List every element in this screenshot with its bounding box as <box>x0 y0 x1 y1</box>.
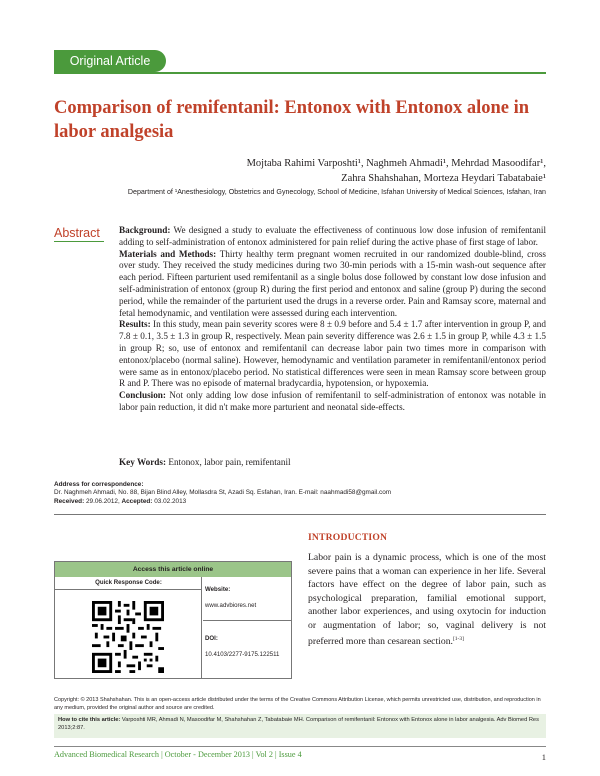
access-box-heading: Access this article online <box>55 562 291 577</box>
qr-divider <box>55 589 202 590</box>
footer-rule <box>54 746 546 747</box>
cite-text: Varposhti MR, Ahmadi N, Masoodifar M, Shahshahan Z, Tabatabaie MH. Comparison of remifentanil: Entonox with Entonox alone in labor analgesia. Adv Biomed Res 2013;2:87. <box>58 717 539 731</box>
abstract-body <box>119 225 546 414</box>
doi-link[interactable]: 10.4103/2277-9175.122511 <box>205 651 280 658</box>
info-divider <box>203 620 291 621</box>
page-number: 1 <box>541 752 546 762</box>
copyright-notice: Copyright: © 2013 Shahshahan. This is an open-access article distributed under the terms of the Creative Commons Attribution License, which permits unrestricted use, distribution, and reproduction in any medium, provided the original author and source are credited. <box>54 697 541 711</box>
keywords: Key Words: Entonox, labor pain, remifentanil <box>119 457 291 467</box>
affiliation: Department of ¹Anesthesiology, Obstetrics and Gynecology, School of Medicine, Isfahan University of Medical Sciences, Isfahan, Iran <box>127 188 546 196</box>
access-article-box <box>54 561 292 679</box>
abstract-label: Abstract <box>54 226 100 240</box>
correspondence <box>54 481 546 506</box>
cite-label: How to cite this article: <box>58 717 121 723</box>
citation-ref[interactable]: [1-3] <box>452 635 464 642</box>
introduction-text: Labor pain is a dynamic process, which is one of the most severe pains that a woman can experience in her life. Several factors have effect on the degree of labor pain, such as psychological preparation, familial emotional support, another labor experiences, and using oxytocin for induction or augmentation of labor; so, vaginal delivery is not preferred more than cesarean section.[1-3] <box>308 552 546 647</box>
authors-line-1: Mojtaba Rahimi Varposhti¹, Naghmeh Ahmadi¹, Mehrdad Masoodifar¹, <box>246 158 546 169</box>
abstract-methods: Materials and Methods: Thirty healthy term pregnant women recruited in our randomized double-blind, cross over study. They received the study medicines during two 30-min periods with a 15-min wash-out sequence after each period. Fifteen parturient used remifentanil as a single bolus dose followed by constant low dose infusion and self-administration of entonox (group R) during the first period and entonox and saline (group P) during the second period, while the remainder of the parturient used the drugs in a reverse order. Pain and Ramsay score, maternal and fetal hemodynamic, and ventilation were assessed during each intervention. <box>119 248 547 318</box>
qr-column <box>55 577 202 678</box>
introduction-heading: INTRODUCTION <box>308 532 388 543</box>
header-rule <box>54 72 546 74</box>
authors-line-2: Zahra Shahshahan, Morteza Heydari Tabatabaie¹ <box>341 173 546 184</box>
doi-label: DOI: <box>205 635 218 642</box>
correspondence-address: Dr. Naghmeh Ahmadi, No. 88, Bijan Blind Alley, Mollasdra St, Azadi Sq. Esfahan, Iran. E-mail: naahmadi58@gmail.com <box>54 489 392 497</box>
abstract-background: Background: We designed a study to evaluate the effectiveness of continuous low dose infusion of remifentanil adding to self-administration of entonox administered for pain relief during the active phase of first stage of labor. <box>119 225 546 247</box>
dates: Received: 29.06.2012, Accepted: 03.02.2013 <box>54 497 187 505</box>
website-link[interactable]: www.advbiores.net <box>205 602 257 609</box>
journal-footer: Advanced Biomedical Research | October - December 2013 | Vol 2 | Issue 4 <box>54 750 302 759</box>
website-label: Website: <box>205 586 231 593</box>
abstract-results: Results: In this study, mean pain severity scores were 8 ± 0.9 before and 5.4 ± 1.7 after intervention in group P, and 7.8 ± 0.1, 3.5 ± 1.3 in group R, respectively. Mean pain severity difference was 2.6 ± 1.5 in group P, while 4.3 ± 1.5 in group R; so, use of entonox and remifentanil can decrease labor pain two times more in comparison with entonox/placebo (normal saline). However, hemodynamic and ventilation parameter in remifentanil/entonox period were same as in entonox/placebo period. No statistical differences were seen in mean Ramsay score between group R and P. There was no episode of maternal bradycardia, hypotension, or hypoxemia. <box>119 319 546 389</box>
article-type-badge: Original Article <box>54 50 166 72</box>
qr-code-icon[interactable] <box>88 601 168 673</box>
cite-box <box>54 714 546 738</box>
abstract-conclusion: Conclusion: Not only adding low dose infusion of remifentanil to self-administration of entonox was notable in labor pain reduction, it did n't make more parturient and neonatal side-effects. <box>119 390 546 412</box>
correspondence-rule <box>54 514 546 515</box>
qr-label: Quick Response Code: <box>95 579 162 586</box>
abstract-label-rule <box>54 241 104 242</box>
correspondence-label: Address for correspondence: <box>54 481 144 488</box>
article-title: Comparison of remifentanil: Entonox with Entonox alone in labor analgesia <box>54 98 530 142</box>
